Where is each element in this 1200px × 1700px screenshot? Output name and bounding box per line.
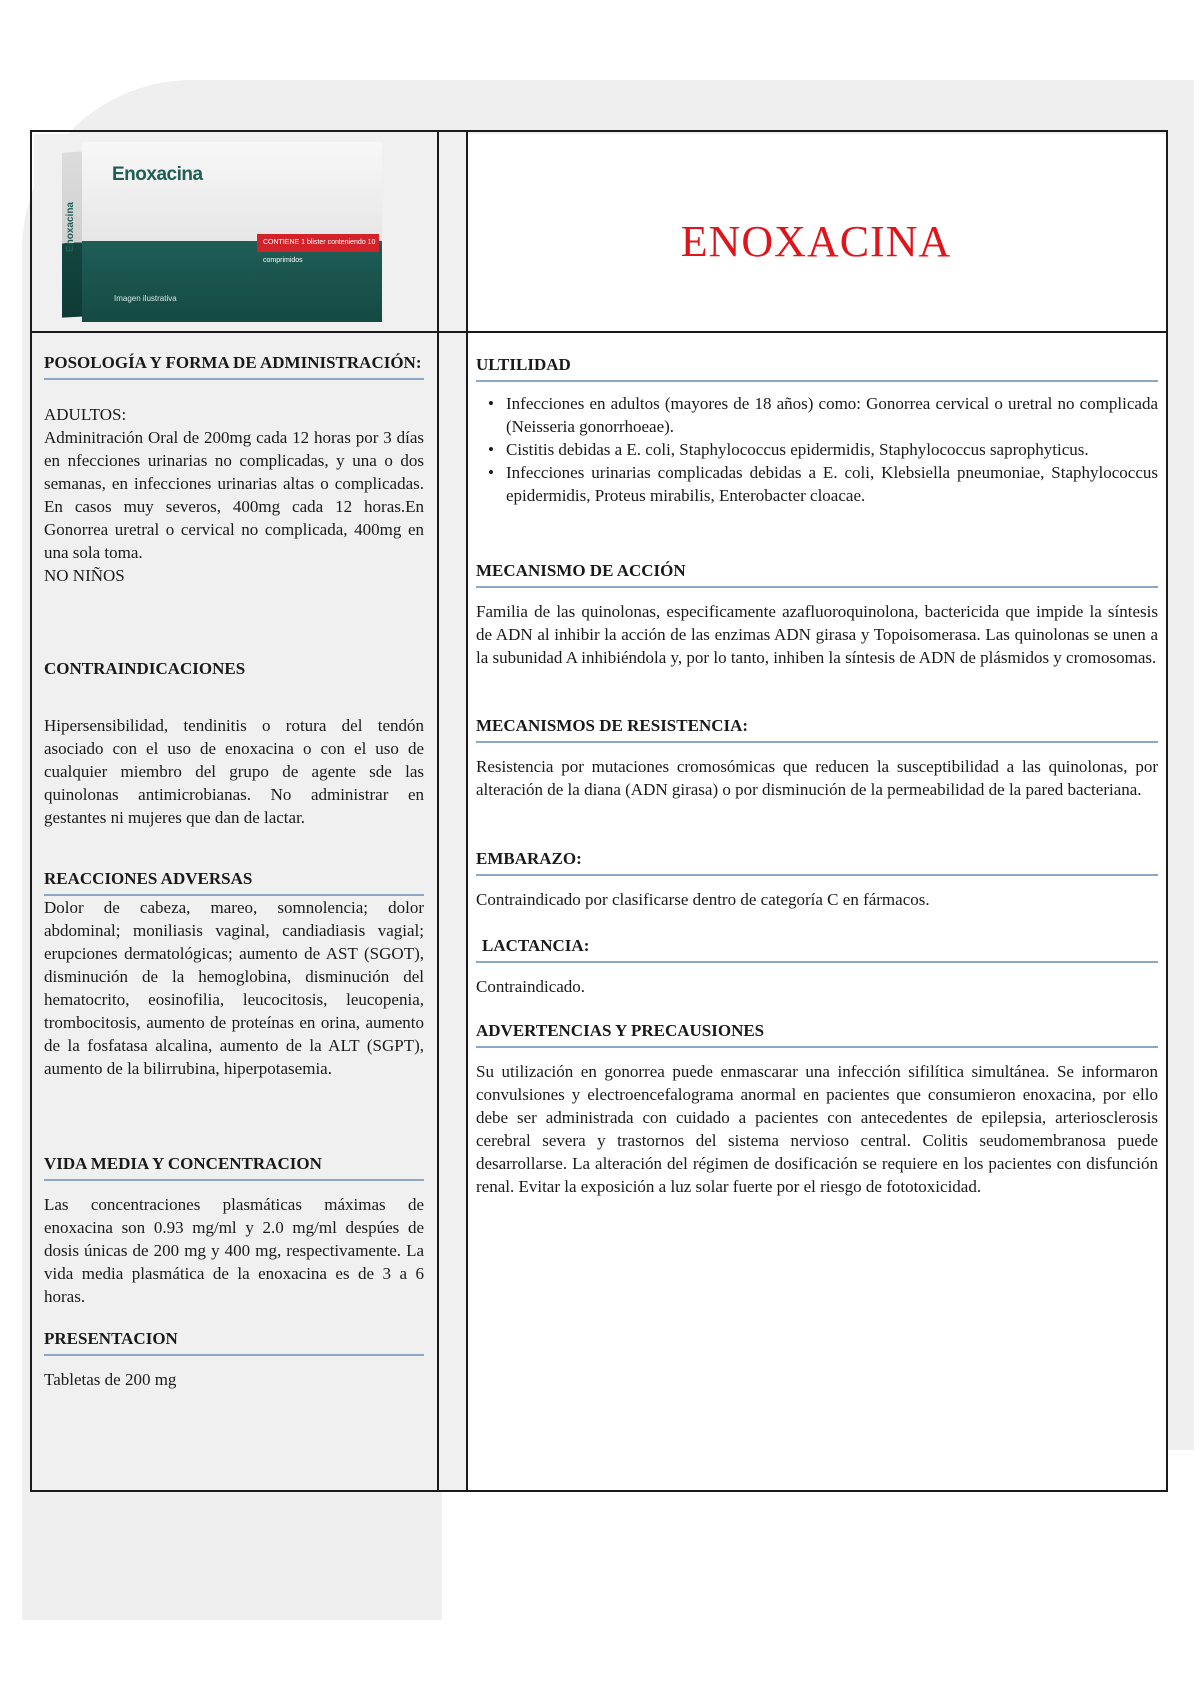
section-text: Dolor de cabeza, mareo, somnolencia; dolor abdominal; moniliasis vaginal, candiadiasis vagial; erupciones dermatológicas; aumento de AST (SGOT), disminución de la hemoglobina, disminución del hematocrito, eosinofilia, leucocitosis, leucopenia, trombocitosis, aumento de proteínas en orina, aumento de la fosfatasa alcalina, aumento de la ALT (SGPT), aumento de la bilirrubina, hiperpotasemia. [44,898,424,1078]
section-text: Contraindicado. [476,977,586,996]
section-resistencia [476,715,1158,801]
list-item-text: Cistitis debidas a E. coli, Staphylococcus epidermidis, Staphylococcus saprophyticus. [506,440,1089,459]
product-box-bottom-text: Imagen ilustrativa [114,294,177,303]
section-contraindicaciones [44,658,424,829]
section-header: VIDA MEDIA Y CONCENTRACION [44,1153,424,1181]
list-item-text: Infecciones en adultos (mayores de 18 años) como: Gonorrea cervical o uretral no complicada (Neisseria gonorrhoeae). [506,394,1158,436]
table-divider [437,132,439,1490]
cell-spacer-top [439,134,466,331]
section-header: EMBARAZO: [476,848,1158,876]
bullet-icon: • [488,463,494,482]
section-lactancia [476,935,1158,998]
section-header: CONTRAINDICACIONES [44,659,246,678]
table-divider [466,132,468,1490]
section-embarazo [476,848,1158,911]
utilidad-list [476,392,1158,507]
section-header: ADVERTENCIAS Y PRECAUSIONES [476,1020,1158,1048]
bullet-icon: • [488,394,494,413]
section-header: REACCIONES ADVERSAS [44,868,424,896]
section-header: ULTILIDAD [476,354,1158,382]
bullet-icon: • [488,440,494,459]
section-header: PRESENTACION [44,1328,424,1356]
section-header: POSOLOGÍA Y FORMA DE ADMINISTRACIÓN: [44,352,424,380]
section-vida-media [44,1153,424,1308]
product-box-red-band: CONTIENE 1 blister conteniendo 10 comprimidos [257,234,379,252]
section-advertencias [476,1020,1158,1198]
section-header: MECANISMO DE ACCIÓN [476,560,1158,588]
page-title: ENOXACINA [680,217,952,266]
list-item [488,438,1158,461]
product-box-image [52,142,382,322]
list-item [488,392,1158,438]
section-posologia [44,352,424,587]
section-text: NO NIÑOS [44,566,125,585]
section-text: Hipersensibilidad, tendinitis o rotura del tendón asociado con el uso de enoxacina o con el uso de cualquier miembro del grupo de agente sde las quinolonas antimicrobianas. No administrar en gestantes ni mujeres que dan de lactar. [44,716,424,827]
cell-spacer-bottom [439,333,466,1490]
section-subheader: ADULTOS: [44,405,127,424]
section-reacciones [44,868,424,1080]
section-presentacion [44,1328,424,1391]
product-box-brand: Enoxacina [112,164,203,185]
section-text: Contraindicado por clasificarse dentro de categoría C en fármacos. [476,890,930,909]
section-text: Adminitración Oral de 200mg cada 12 horas por 3 días en nfecciones urinarias no complicadas, y una o dos semanas, en infecciones urinarias altas o complicadas. En casos muy severos, 400mg cada 12 horas.En Gonorrea uretral o cervical no complicada, 400mg en una sola toma. [44,428,424,562]
table-divider [32,331,1166,333]
product-box-side-label: Enoxacina [65,202,76,253]
section-header: LACTANCIA: [476,935,1158,963]
section-header: MECANISMOS DE RESISTENCIA: [476,715,1158,743]
section-text: Resistencia por mutaciones cromosómicas que reducen la susceptibilidad a las quinolonas, por alteración de la diana (ADN girasa) o por disminución de la permeabilidad de la pared bacteriana. [476,757,1158,799]
section-utilidad [476,354,1158,507]
section-mecanismo [476,560,1158,669]
section-text: Familia de las quinolonas, especificamente azafluoroquinolona, bactericida que impide la síntesis de ADN al inhibir la acción de las enzimas ADN girasa y Topoisomerasa. Las quinolonas se unen a la subunidad A inhibiéndola y, por lo tanto, inhiben la síntesis de ADN de plásmidos y cromosomas. [476,602,1158,667]
list-item [488,461,1158,507]
section-text: Las concentraciones plasmáticas máximas de enoxacina son 0.93 mg/ml y 2.0 mg/ml despúes de dosis únicas de 200 mg y 400 mg, respectivamente. La vida media plasmática de la enoxacina es de 3 a 6 horas. [44,1195,424,1306]
section-text: Tabletas de 200 mg [44,1370,177,1389]
section-text: Su utilización en gonorrea puede enmascarar una infección sifilítica simultánea. Se informaron convulsiones y electroencefalograma anormal en pacientes que consumieron enoxacina, por ello debe ser administrada con cuidado a pacientes con antecedentes de epilepsia, arteriosclerosis cerebral severa y trastornos del sistema nervioso central. Colitis seudomembranosa puede desarrollarse. La alteración del régimen de dosificación se requiere en los pacientes con disfunción renal. Evitar la exposición a luz solar fuerte por el riesgo de fototoxicidad. [476,1062,1158,1196]
list-item-text: Infecciones urinarias complicadas debidas a E. coli, Klebsiella pneumoniae, Staphylococcus epidermidis, Proteus mirabilis, Enterobacter cloacae. [506,463,1158,505]
